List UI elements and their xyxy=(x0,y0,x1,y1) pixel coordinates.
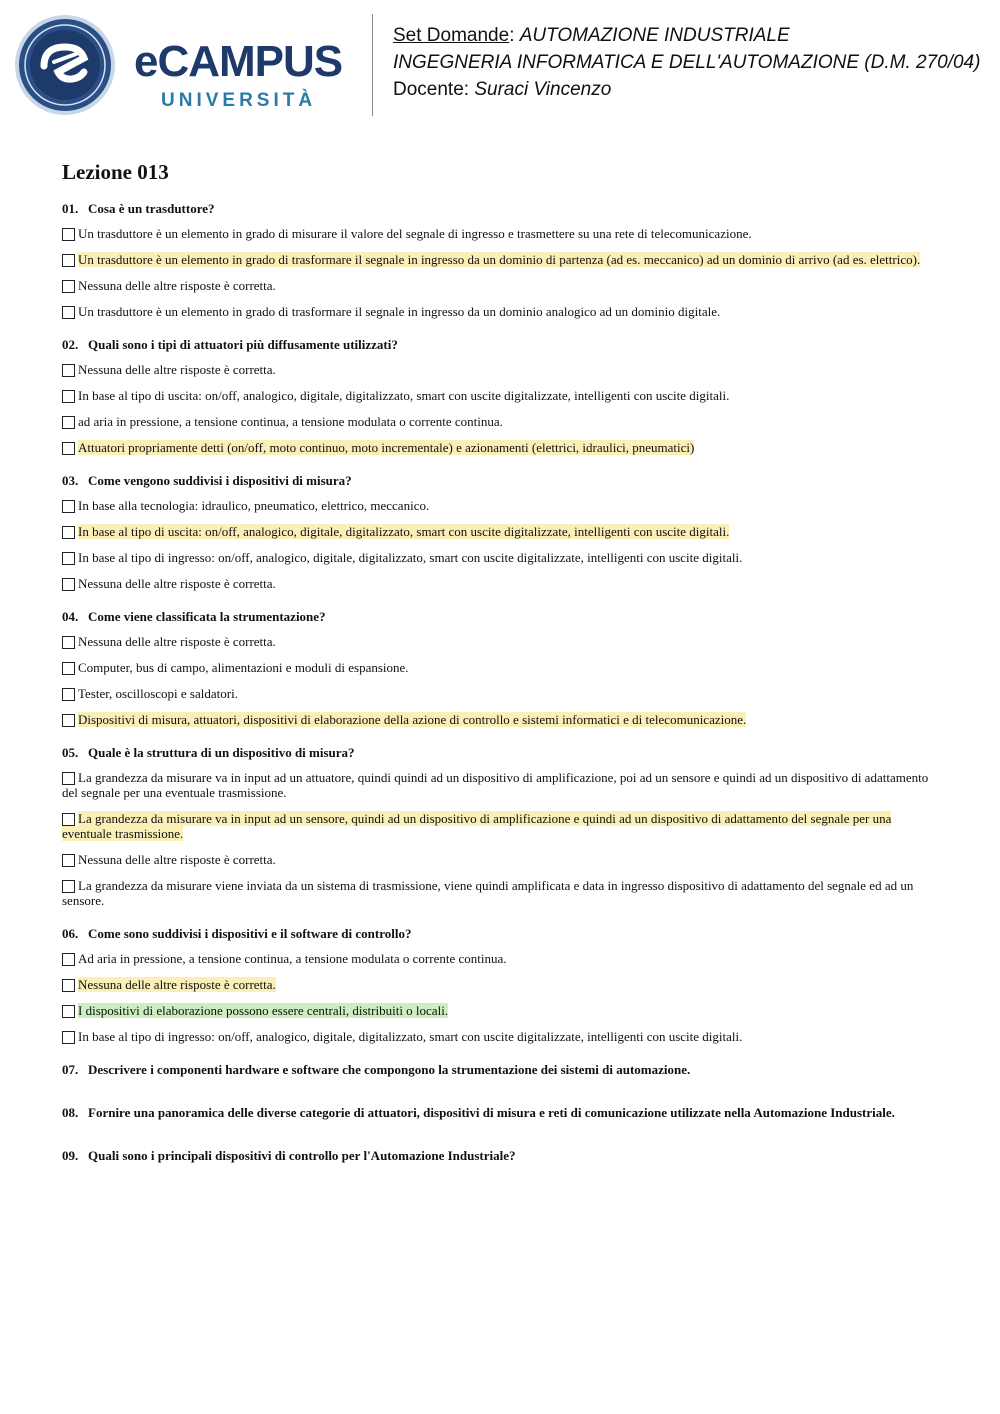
answer-text: Un trasduttore è un elemento in grado di trasformare il segnale in ingresso da un dominio di partenza (ad es. meccanico) ad un dominio di arrivo (ad es. elettrico). xyxy=(78,252,921,267)
question-number: 09. xyxy=(62,1148,79,1163)
question-label: Come sono suddivisi i dispositivi e il software di controllo? xyxy=(88,926,412,941)
set-value: AUTOMAZIONE INDUSTRIALE xyxy=(519,25,790,46)
brand-subtitle: UNIVERSITÀ xyxy=(161,90,317,111)
answer-text: Ad aria in pressione, a tensione continua, a tensione modulata o corrente continua. xyxy=(78,951,507,966)
header-info xyxy=(393,22,980,103)
question-number: 06. xyxy=(62,926,79,941)
question-number: 01. xyxy=(62,201,79,216)
teacher-label: Docente: xyxy=(393,79,470,100)
answer-option[interactable] xyxy=(62,226,942,241)
answer-option[interactable] xyxy=(62,634,942,649)
answer-checkbox[interactable] xyxy=(62,1005,75,1018)
answer-checkbox[interactable] xyxy=(62,953,75,966)
answer-checkbox[interactable] xyxy=(62,636,75,649)
answer-text: In base alla tecnologia: idraulico, pneumatico, elettrico, meccanico. xyxy=(78,498,430,513)
answer-text: In base al tipo di ingresso: on/off, analogico, digitale, digitalizzato, smart con uscite digitalizzate, intelligenti con uscite digitali. xyxy=(78,1029,743,1044)
open-question xyxy=(62,1062,942,1078)
question-number: 07. xyxy=(62,1062,79,1077)
question-label: Quali sono i principali dispositivi di controllo per l'Automazione Industriale? xyxy=(88,1148,516,1163)
answer-checkbox[interactable] xyxy=(62,306,75,319)
answer-checkbox[interactable] xyxy=(62,979,75,992)
header-divider xyxy=(372,14,373,116)
question-label: Quali sono i tipi di attuatori più diffusamente utilizzati? xyxy=(88,337,398,352)
question-block xyxy=(62,745,942,908)
answer-checkbox[interactable] xyxy=(62,416,75,429)
answer-option[interactable] xyxy=(62,686,942,701)
lesson-title: Lezione 013 xyxy=(62,160,169,184)
set-line: Set Domande: AUTOMAZIONE INDUSTRIALE xyxy=(393,25,790,46)
answer-checkbox[interactable] xyxy=(62,1031,75,1044)
answer-option[interactable] xyxy=(62,304,942,319)
question-number: 05. xyxy=(62,745,79,760)
answer-option[interactable] xyxy=(62,576,942,591)
answer-text: ad aria in pressione, a tensione continua, a tensione modulata o corrente continua. xyxy=(78,414,503,429)
answer-text: Nessuna delle altre risposte è corretta. xyxy=(78,362,276,377)
answer-text: Un trasduttore è un elemento in grado di misurare il valore del segnale di ingresso e trasmettere su una rete di telecomunicazione. xyxy=(78,226,752,241)
answer-checkbox[interactable] xyxy=(62,714,75,727)
ecampus-logo xyxy=(14,14,364,118)
answer-option[interactable] xyxy=(62,440,942,455)
set-label: Set Domande xyxy=(393,25,510,46)
answer-option[interactable] xyxy=(62,550,942,565)
answer-checkbox[interactable] xyxy=(62,364,75,377)
answer-checkbox[interactable] xyxy=(62,228,75,241)
answer-checkbox[interactable] xyxy=(62,772,75,785)
answer-text: Tester, oscilloscopi e saldatori. xyxy=(78,686,238,701)
answer-checkbox[interactable] xyxy=(62,254,75,267)
answer-option[interactable] xyxy=(62,878,942,908)
lesson-content xyxy=(62,160,942,1191)
answer-text: Nessuna delle altre risposte è corretta. xyxy=(78,576,276,591)
answer-text: Nessuna delle altre risposte è corretta. xyxy=(78,634,276,649)
answer-text: In base al tipo di uscita: on/off, analogico, digitale, digitalizzato, smart con uscite digitalizzate, intelligenti con uscite digitali. xyxy=(78,524,730,539)
answer-checkbox[interactable] xyxy=(62,854,75,867)
question-block xyxy=(62,473,942,591)
question-label: Come viene classificata la strumentazione? xyxy=(88,609,326,624)
answer-option[interactable] xyxy=(62,414,942,429)
question-block xyxy=(62,926,942,1044)
answer-text: La grandezza da misurare viene inviata da un sistema di trasmissione, viene quindi amplificata e data in ingresso dispositivo di adattamento del segnale ed ad un sensore. xyxy=(62,878,914,908)
answer-option[interactable] xyxy=(62,712,942,727)
question-text xyxy=(62,926,942,942)
answer-option[interactable] xyxy=(62,1029,942,1044)
answer-checkbox[interactable] xyxy=(62,552,75,565)
question-number: 08. xyxy=(62,1105,79,1120)
question-text xyxy=(62,337,942,353)
question-number: 03. xyxy=(62,473,79,488)
course-name: INGEGNERIA INFORMATICA E DELL'AUTOMAZIONE (D.M. 270/04) xyxy=(393,52,981,73)
answer-text: Computer, bus di campo, alimentazioni e moduli di espansione. xyxy=(78,660,409,675)
question-text xyxy=(62,609,942,625)
answer-option[interactable] xyxy=(62,252,942,267)
answer-text: Nessuna delle altre risposte è corretta. xyxy=(78,977,276,992)
answer-checkbox[interactable] xyxy=(62,390,75,403)
university-seal-icon xyxy=(14,14,116,116)
open-question-list xyxy=(62,1062,942,1164)
answer-option[interactable] xyxy=(62,977,942,992)
answer-checkbox[interactable] xyxy=(62,813,75,826)
answer-text: La grandezza da misurare va in input ad un attuatore, quindi quindi ad un dispositivo di amplificazione, poi ad un sensore e quindi ad un dispositivo di adattamento del segnale per una eventuale trasmissione. xyxy=(62,770,929,800)
question-block xyxy=(62,337,942,455)
question-text xyxy=(62,473,942,489)
question-number: 02. xyxy=(62,337,79,352)
answer-checkbox[interactable] xyxy=(62,526,75,539)
question-number: 04. xyxy=(62,609,79,624)
answer-option[interactable] xyxy=(62,1003,942,1018)
question-label: Descrivere i componenti hardware e software che compongono la strumentazione dei sistemi di automazione. xyxy=(88,1062,691,1077)
question-text xyxy=(62,745,942,761)
answer-checkbox[interactable] xyxy=(62,662,75,675)
answer-option[interactable] xyxy=(62,498,942,513)
answer-checkbox[interactable] xyxy=(62,500,75,513)
answer-checkbox[interactable] xyxy=(62,880,75,893)
answer-text: Un trasduttore è un elemento in grado di trasformare il segnale in ingresso da un dominio analogico ad un dominio digitale. xyxy=(78,304,721,319)
question-text xyxy=(62,201,942,217)
answer-text: In base al tipo di ingresso: on/off, analogico, digitale, digitalizzato, smart con uscite digitalizzate, intelligenti con uscite digitali. xyxy=(78,550,743,565)
answer-option[interactable] xyxy=(62,388,942,403)
question-block xyxy=(62,201,942,319)
page-header xyxy=(0,0,1000,130)
answer-checkbox[interactable] xyxy=(62,688,75,701)
question-list xyxy=(62,201,942,1044)
open-question xyxy=(62,1105,942,1121)
answer-option[interactable] xyxy=(62,770,942,800)
answer-option[interactable] xyxy=(62,811,942,841)
answer-text: Nessuna delle altre risposte è corretta. xyxy=(78,278,276,293)
question-block xyxy=(62,609,942,727)
answer-text: Dispositivi di misura, attuatori, dispositivi di elaborazione della azione di controllo e sistemi informatici e di telecomunicazione. xyxy=(78,712,747,727)
question-label: Quale è la struttura di un dispositivo di misura? xyxy=(88,745,355,760)
question-label: Fornire una panoramica delle diverse categorie di attuatori, dispositivi di misura e reti di comunicazione utilizzate nella Automazione Industriale. xyxy=(88,1105,895,1120)
answer-option[interactable] xyxy=(62,951,942,966)
answer-option[interactable] xyxy=(62,362,942,377)
answer-checkbox[interactable] xyxy=(62,442,75,455)
answer-text: I dispositivi di elaborazione possono essere centrali, distribuiti o locali. xyxy=(78,1003,449,1018)
question-label: Come vengono suddivisi i dispositivi di misura? xyxy=(88,473,352,488)
answer-checkbox[interactable] xyxy=(62,578,75,591)
answer-option[interactable] xyxy=(62,852,942,867)
answer-text: In base al tipo di uscita: on/off, analogico, digitale, digitalizzato, smart con uscite digitalizzate, intelligenti con uscite digitali. xyxy=(78,388,730,403)
answer-text: La grandezza da misurare va in input ad un sensore, quindi ad un dispositivo di amplificazione e quindi ad un dispositivo di adattamento del segnale per una eventuale trasmissione. xyxy=(62,811,892,841)
brand-name: eCAMPUS xyxy=(134,37,343,86)
answer-option[interactable] xyxy=(62,660,942,675)
answer-option[interactable] xyxy=(62,524,942,539)
answer-text: Attuatori propriamente detti (on/off, moto continuo, moto incrementale) e azionamenti (elettrici, idraulici, pneumatici) xyxy=(78,440,695,455)
answer-text: Nessuna delle altre risposte è corretta. xyxy=(78,852,276,867)
teacher-name: Suraci Vincenzo xyxy=(474,79,612,100)
answer-option[interactable] xyxy=(62,278,942,293)
question-label: Cosa è un trasduttore? xyxy=(88,201,215,216)
teacher-line xyxy=(393,76,980,103)
answer-checkbox[interactable] xyxy=(62,280,75,293)
open-question xyxy=(62,1148,942,1164)
